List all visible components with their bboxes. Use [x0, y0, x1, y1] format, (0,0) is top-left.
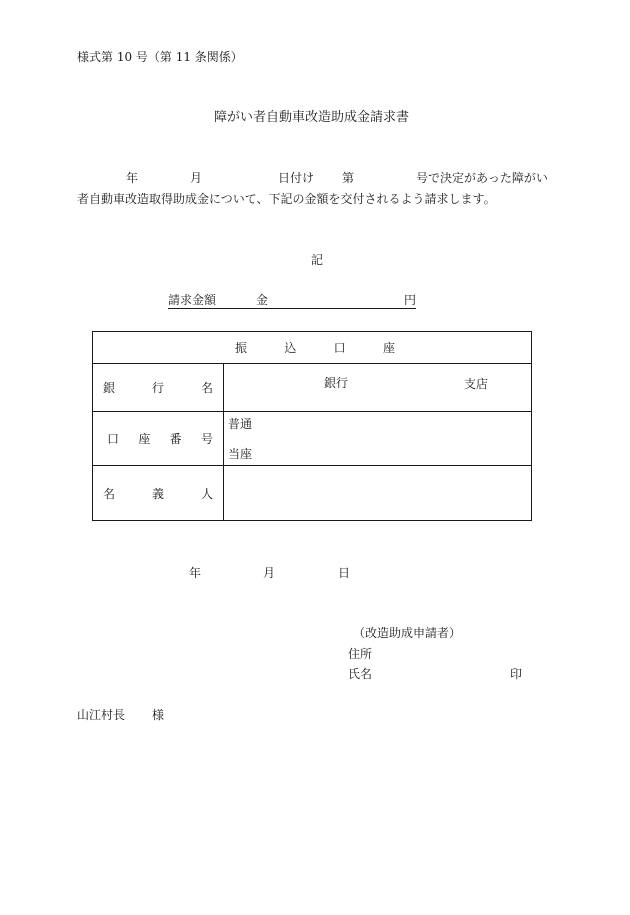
bank-value-cell[interactable]	[224, 364, 532, 412]
header-char: 込	[284, 341, 297, 355]
holder-label-char: 名	[103, 486, 116, 501]
applicant-address-label: 住所	[348, 647, 373, 661]
applicant-name-label: 氏名	[348, 667, 373, 681]
date-month: 月	[263, 566, 276, 580]
claim-label: 請求金額	[168, 293, 217, 307]
date-day: 日	[338, 566, 351, 580]
bank-label-char: 名	[200, 381, 213, 395]
table-header-row	[93, 332, 532, 364]
header-char: 振	[235, 341, 248, 355]
holder-label-cell	[93, 466, 224, 521]
addressee-sama: 様	[152, 708, 165, 722]
holder-row	[93, 466, 532, 521]
seal-mark: 印	[510, 667, 523, 681]
account-number-row	[93, 412, 532, 466]
claim-yen: 円	[404, 293, 417, 307]
account-label-char: 座	[138, 432, 151, 446]
claim-kin: 金	[256, 293, 269, 307]
account-label-char: 口	[107, 432, 120, 446]
header-char: 口	[333, 341, 346, 355]
bank-label-char: 行	[151, 381, 164, 395]
account-type-current[interactable]: 当座	[228, 447, 253, 461]
account-type-ordinary[interactable]: 普通	[228, 417, 253, 431]
holder-value-cell[interactable]	[224, 466, 532, 521]
account-label-char: 号	[200, 432, 213, 446]
account-label-cell	[93, 412, 224, 466]
bank-suffix: 銀行	[324, 376, 349, 390]
claim-underline	[168, 308, 416, 309]
intro-dai: 第	[342, 171, 355, 185]
account-value-cell[interactable]	[224, 412, 532, 466]
header-char: 座	[382, 341, 395, 355]
document-title: 障がい者自動車改造助成金請求書	[214, 110, 410, 125]
intro-line2: 者自動車改造取得助成金について、下記の金額を交付されるよう請求します。	[77, 192, 496, 206]
intro-line1-rest: 号で決定があった障がい	[416, 171, 548, 185]
addressee-name: 山江村長	[77, 708, 126, 722]
bank-row	[93, 364, 532, 412]
intro-dated: 日付け	[278, 171, 315, 185]
transfer-account-table	[92, 331, 532, 521]
holder-label-char: 義	[151, 486, 164, 501]
intro-month: 月	[190, 171, 203, 185]
ki-heading: 記	[311, 253, 324, 267]
holder-label-char: 人	[200, 486, 213, 501]
applicant-heading: （改造助成申請者）	[353, 626, 462, 640]
account-label-char: 番	[169, 432, 182, 446]
form-number: 様式第 10 号（第 11 条関係）	[77, 50, 243, 64]
bank-label-char: 銀	[103, 381, 116, 395]
table-header-cell	[93, 332, 532, 364]
bank-label-cell	[93, 364, 224, 412]
date-year: 年	[189, 566, 202, 580]
branch-suffix: 支店	[464, 377, 489, 391]
intro-year: 年	[126, 171, 139, 185]
